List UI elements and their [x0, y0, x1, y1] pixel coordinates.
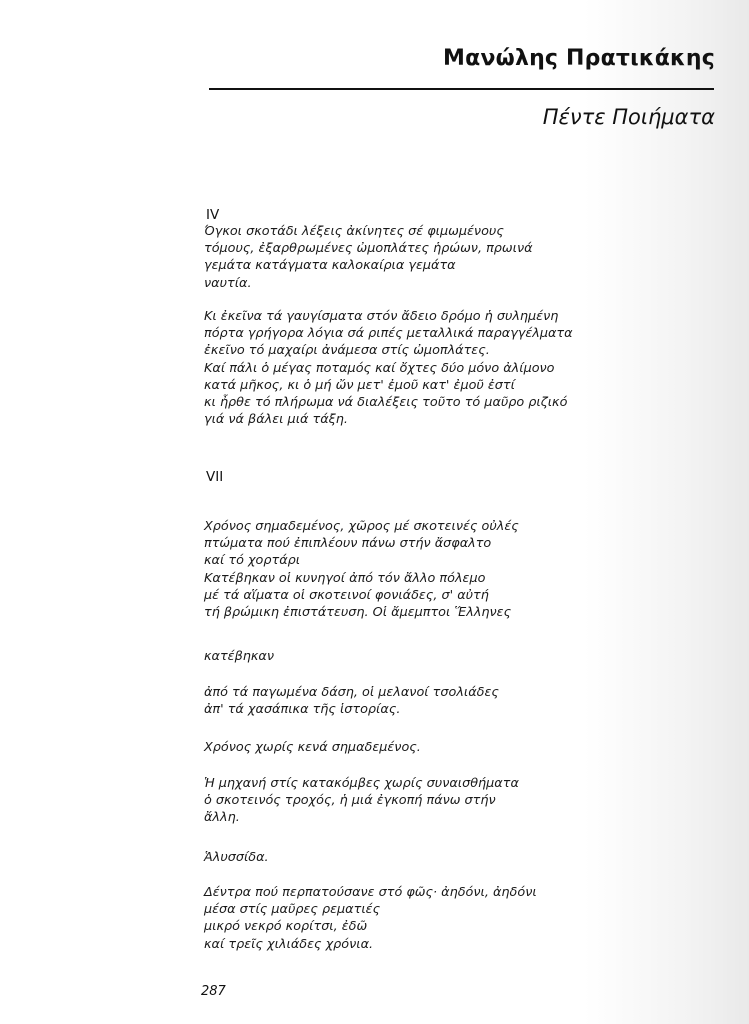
poem-line: ἄλλη.: [204, 810, 240, 826]
poem-line: κατά μῆκος, κι ὁ μή ὤν μετ' ἐμοῦ κατ' ἐμοῦ ἐστί: [204, 377, 515, 393]
poem-line: Χρόνος σημαδεμένος, χῶρος μέ σκοτεινές οὐλές: [204, 519, 519, 534]
section-vii-stanza-6: [204, 849, 269, 866]
poem-line: κι ἦρθε τό πλήρωμα νά διαλέξεις τοῦτο τό μαῦρο ριζικό: [204, 395, 568, 411]
section-iv-stanza-2: [204, 308, 573, 428]
poem-line: κατέβηκαν: [204, 649, 275, 664]
section-iv-stanza-1: [204, 223, 533, 292]
poem-line: ἐκεῖνο τό μαχαίρι ἀνάμεσα στίς ὠμοπλάτες.: [204, 343, 490, 359]
page-number: 287: [201, 984, 226, 999]
section-vii-stanza-5: [204, 775, 519, 827]
poem-line: Κατέβηκαν οἱ κυνηγοί ἀπό τόν ἄλλο πόλεμο: [204, 570, 486, 586]
poem-line: Όγκοι σκοτάδι λέξεις ἀκίνητες σέ φιμωμένους: [204, 224, 504, 239]
poem-line: γιά νά βάλει μιά τάξη.: [204, 412, 348, 428]
section-vii-numeral: VII: [206, 469, 224, 485]
poem-line: μικρό νεκρό κορίτσι, ἐδῶ: [204, 919, 368, 935]
poem-line: μέ τά αἵματα οἱ σκοτεινοί φονιάδες, σ' αὐτή: [204, 587, 489, 603]
section-vii-stanza-2: [204, 648, 274, 665]
poem-line: πόρτα γρήγορα λόγια σά ριπές μεταλλικά παραγγέλματα: [204, 326, 573, 342]
poem-line: τόμους, ἐξαρθρωμένες ὠμοπλάτες ἡρώων, πρωινά: [204, 241, 533, 257]
poem-line: Δέντρα πού περπατούσανε στό φῶς· ἀηδόνι, ἀηδόνι: [204, 885, 537, 900]
poem-line: ναυτία.: [204, 275, 252, 291]
poem-line: καί τό χορτάρι: [204, 553, 301, 569]
poem-line: καί τρεῖς χιλιάδες χρόνια.: [204, 936, 374, 952]
section-vii-stanza-1: [204, 518, 519, 621]
title-rule: [209, 88, 714, 90]
poem-line: γεμάτα κατάγματα καλοκαίρια γεμάτα: [204, 258, 456, 274]
section-vii-stanza-7: [204, 884, 537, 953]
poem-line: Χρόνος χωρίς κενά σημαδεμένος.: [204, 740, 421, 755]
poem-line: ὁ σκοτεινός τροχός, ἡ μιά ἐγκοπή πάνω στήν: [204, 793, 496, 809]
poem-line: πτώματα πού ἐπιπλέουν πάνω στήν ἄσφαλτο: [204, 536, 492, 552]
poem-line: Καί πάλι ὁ μέγας ποταμός καί ὄχτες δύο μόνο ἀλίμονο: [204, 360, 555, 376]
poem-line: Κι ἐκεῖνα τά γαυγίσματα στόν ἄδειο δρόμο ἡ συλημένη: [204, 309, 559, 324]
poem-line: τή βρώμικη ἐπιστάτευση. Οἱ ἄμεμπτοι Ἕλληνες: [204, 605, 512, 621]
poem-collection-title: Πέντε Ποιήματα: [542, 105, 715, 129]
section-iv-numeral: IV: [206, 207, 220, 223]
poem-line: ἀπό τά παγωμένα δάση, οἱ μελανοί τσολιάδες: [204, 685, 499, 700]
author-name: Μανώλης Πρατικάκης: [443, 46, 715, 71]
poem-line: μέσα στίς μαῦρες ρεματιές: [204, 902, 381, 918]
poem-line: Ἁλυσσίδα.: [204, 850, 269, 865]
poem-line: Ἡ μηχανή στίς κατακόμβες χωρίς συναισθήματα: [204, 776, 519, 791]
poem-line: ἀπ' τά χασάπικα τῆς ἱστορίας.: [204, 702, 401, 718]
section-vii-stanza-3: [204, 684, 499, 718]
section-vii-stanza-4: [204, 739, 421, 756]
